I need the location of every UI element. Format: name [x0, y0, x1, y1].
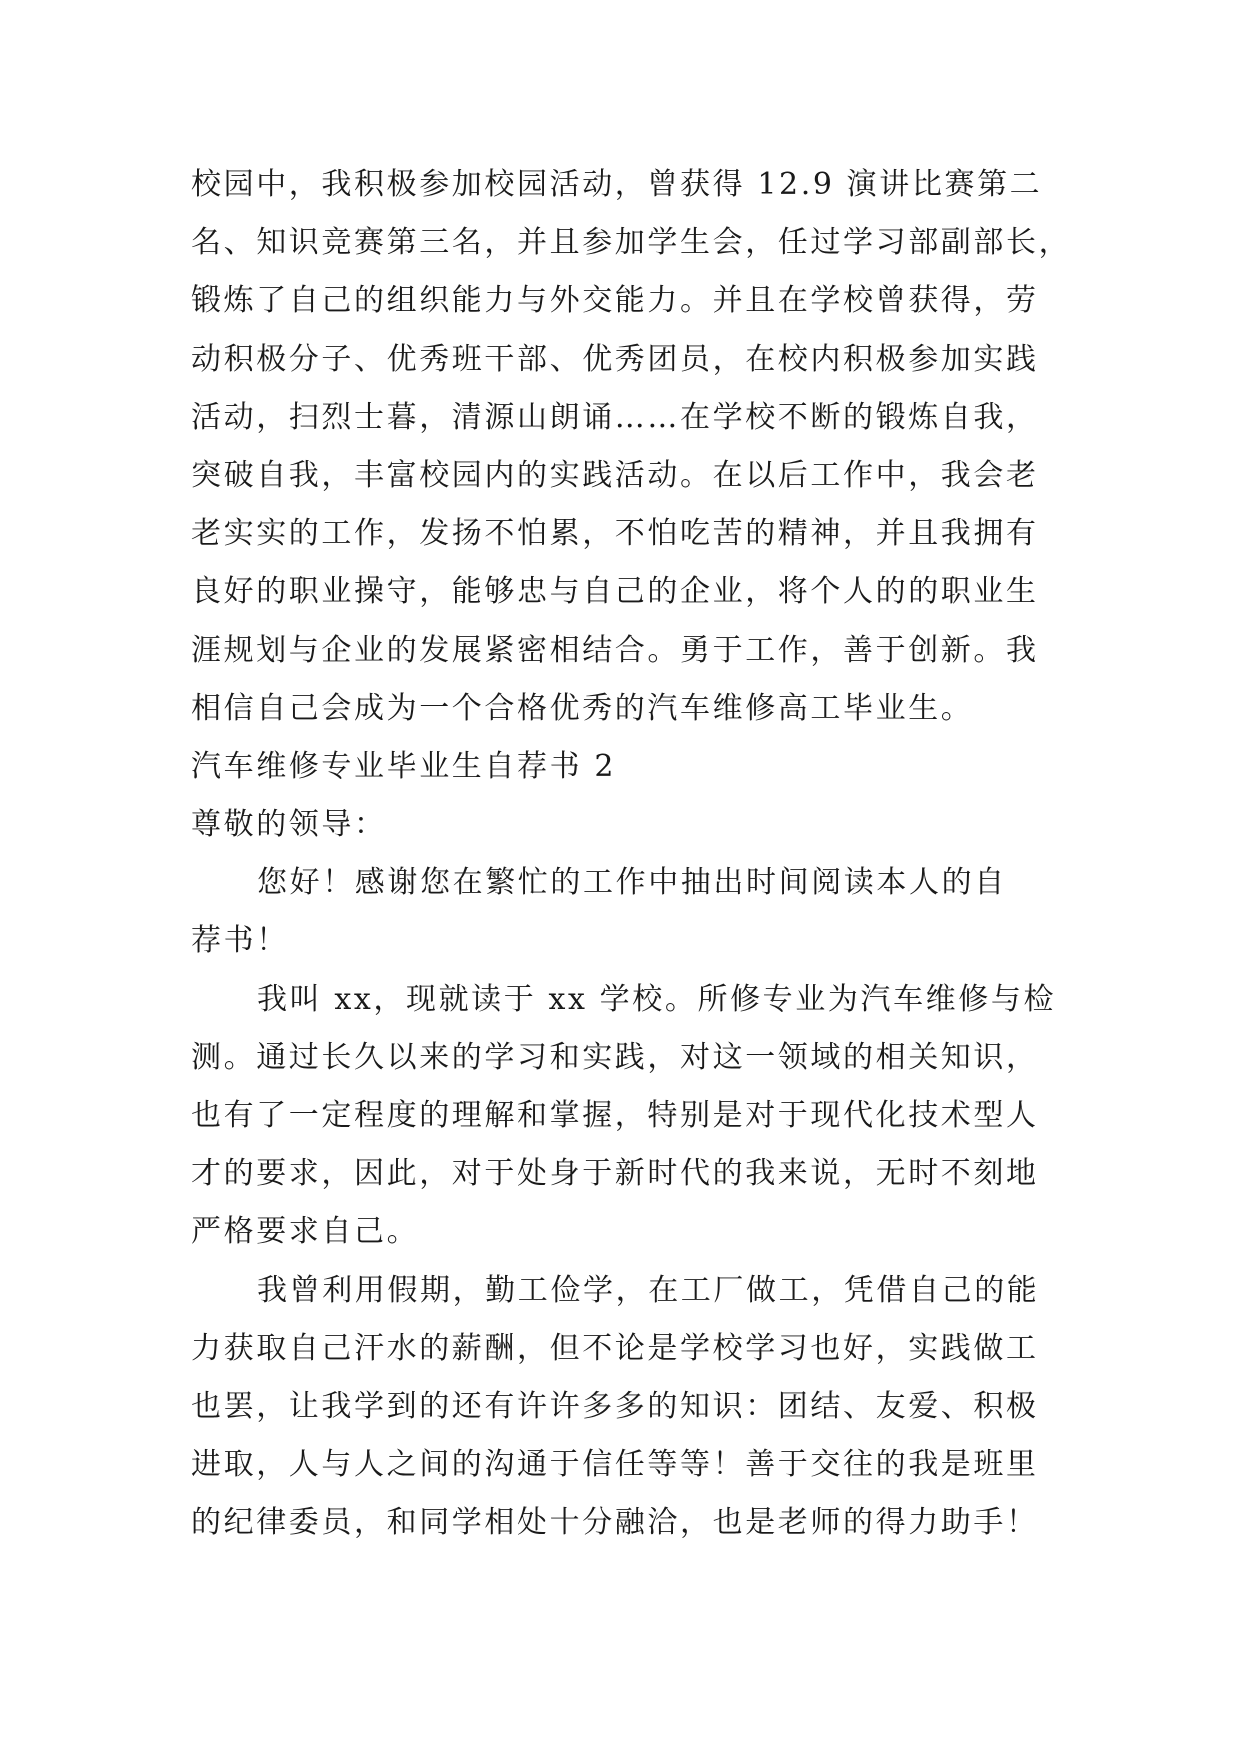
text-line: 突破自我，丰富校园内的实践活动。在以后工作中，我会老: [191, 457, 1039, 493]
text-line: 才的要求，因此，对于处身于新时代的我来说，无时不刻地: [191, 1156, 1039, 1192]
text-line: 动积极分子、优秀班干部、优秀团员，在校内积极参加实践: [191, 341, 1039, 377]
text-line: 我叫 xx，现就读于 xx 学校。所修专业为汽车维修与检: [257, 981, 1057, 1017]
text-line: 荐书！: [191, 923, 289, 959]
text-line: 测。通过长久以来的学习和实践，对这一领域的相关知识，: [191, 1039, 1039, 1075]
text-line: 也罢，让我学到的还有许许多多的知识：团结、友爱、积极: [191, 1388, 1039, 1424]
text-line: 名、知识竞赛第三名，并且参加学生会，任过学习部副部长，: [191, 225, 1072, 261]
text-line: 相信自己会成为一个合格优秀的汽车维修高工毕业生。: [191, 690, 974, 726]
text-line: 良好的职业操守，能够忠与自己的企业，将个人的的职业生: [191, 574, 1039, 610]
text-line: 严格要求自己。: [191, 1214, 420, 1250]
document-body: [191, 156, 1071, 1553]
text-line: 涯规划与企业的发展紧密相结合。勇于工作，善于创新。我: [191, 632, 1039, 668]
text-line: 进取，人与人之间的沟通于信任等等！善于交往的我是班里: [191, 1447, 1039, 1483]
section-title: 汽车维修专业毕业生自荐书 2: [191, 748, 617, 784]
text-line: 活动，扫烈士暮，清源山朗诵……在学校不断的锻炼自我，: [191, 399, 1039, 435]
text-line: 老实实的工作，发扬不怕累，不怕吃苦的精神，并且我拥有: [191, 516, 1039, 552]
text-line: 校园中，我积极参加校园活动，曾获得 12.9 演讲比赛第二: [191, 167, 1043, 202]
text-line: 您好！感谢您在繁忙的工作中抽出时间阅读本人的自: [257, 865, 1007, 901]
text-line: 我曾利用假期，勤工俭学，在工厂做工，凭借自己的能: [257, 1272, 1040, 1308]
salutation: 尊敬的领导：: [191, 807, 387, 843]
text-line: 力获取自己汗水的薪酬，但不论是学校学习也好，实践做工: [191, 1330, 1039, 1366]
text-line: 的纪律委员，和同学相处十分融洽，也是老师的得力助手！: [191, 1505, 1039, 1541]
text-line: 也有了一定程度的理解和掌握，特别是对于现代化技术型人: [191, 1098, 1039, 1133]
text-line: 锻炼了自己的组织能力与外交能力。并且在学校曾获得，劳: [191, 283, 1039, 319]
